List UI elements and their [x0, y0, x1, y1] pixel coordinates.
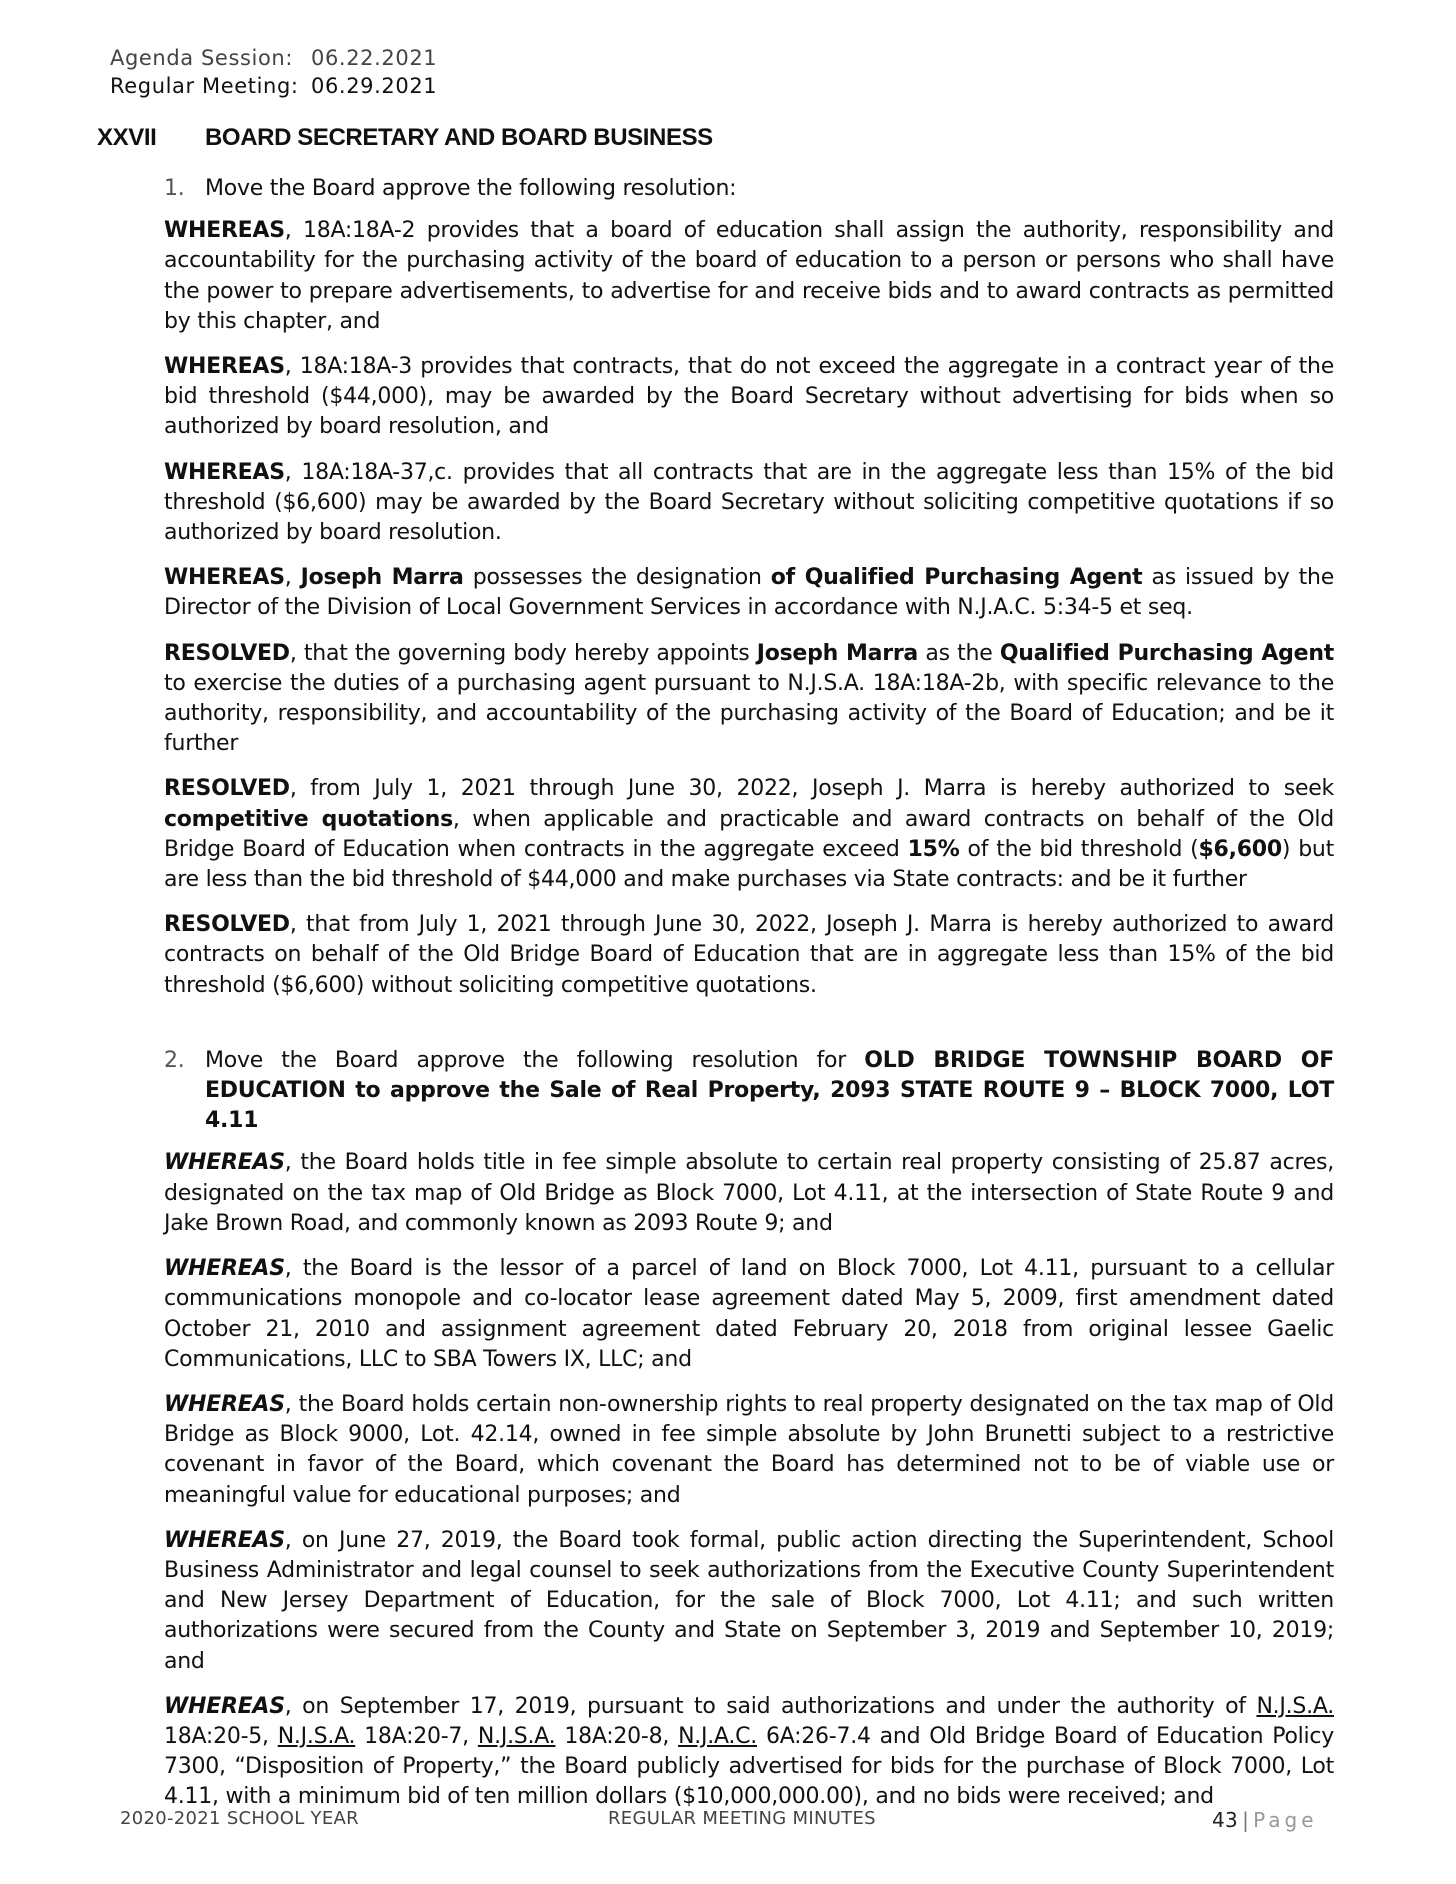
- code-citation: N.J.A.C.: [678, 1723, 758, 1749]
- paragraph-text: , the Board holds certain non-ownership rights to real property designated on the tax map of Old Bridge as Block 9000, Lot. 42.14, owned in fee simple absolute by John Brunetti subject to a restrictive covenant in favor of the Board, which covenant the Board has determined not to be of viable use or meaningful value for educational purposes; and: [164, 1391, 1334, 1508]
- regular-meeting-label: Regular Meeting:: [110, 74, 299, 98]
- agent-designation: Qualified Purchasing Agent: [999, 640, 1335, 666]
- item-2-whereas-5: [164, 1692, 1334, 1813]
- whereas-lead: WHEREAS: [164, 565, 285, 591]
- paragraph-text: 6A:26-7.4 and Old Bridge Board of Education Policy 7300, “Disposition of Property,” the Board publicly advertised for bids for the purchase of Block 7000, Lot 4.11, with a minimum bid of ten million dollars ($10,000,000.00), and no bids were received; and: [164, 1723, 1334, 1810]
- paragraph-text: , 18A:18A-37,c. provides that all contracts that are in the aggregate less than 15% of the bid threshold ($6,600) may be awarded by the Board Secretary without soliciting competitive quotations if so authorized by board resolution.: [164, 459, 1334, 546]
- regular-meeting-row: [110, 72, 437, 100]
- regular-meeting-date: 06.29.2021: [311, 74, 438, 98]
- footer-page-indicator: [1212, 1808, 1318, 1832]
- whereas-lead: WHEREAS: [164, 1256, 285, 1282]
- paragraph-text: , from July 1, 2021 through June 30, 2022, Joseph J. Marra is hereby authorized to seek: [289, 776, 1334, 802]
- bold-term: competitive quotations: [164, 806, 453, 832]
- whereas-lead: WHEREAS: [164, 1527, 285, 1553]
- resolved-lead: RESOLVED: [164, 776, 290, 802]
- section-title: BOARD SECRETARY AND BOARD BUSINESS: [205, 124, 713, 151]
- section-number: XXVII: [97, 124, 157, 151]
- item-1-whereas-1: [164, 216, 1334, 337]
- resolved-lead: RESOLVED: [164, 640, 290, 666]
- whereas-lead: WHEREAS: [164, 1150, 285, 1176]
- paragraph-text: ) but are less than the bid threshold of $44,000 and make purchases via State contracts: and be it further: [164, 836, 1334, 893]
- statute-citation: N.J.S.A.: [277, 1723, 356, 1749]
- whereas-lead: WHEREAS: [164, 1391, 285, 1417]
- paragraph-text: , 18A:18A-3 provides that contracts, that do not exceed the aggregate in a contract year of the bid threshold ($44,000), may be awarded by the Board Secretary without advertising for bids when so authorized by board resolution, and: [164, 354, 1334, 440]
- footer-document-title: REGULAR MEETING MINUTES: [608, 1808, 876, 1829]
- resolved-lead: RESOLVED: [164, 912, 290, 938]
- paragraph-text: , the Board holds title in fee simple absolute to certain real property consisting of 25.87 acres, designated on the tax map of Old Bridge as Block 7000, Lot 4.11, at the intersection of State Route 9 and Jake Brown Road, and commonly known as 2093 Route 9; and: [164, 1150, 1334, 1236]
- whereas-lead: WHEREAS: [164, 218, 285, 244]
- agent-name: Joseph Marra: [300, 565, 464, 591]
- page-separator: |: [1242, 1808, 1250, 1832]
- item-2-number: 2.: [164, 1047, 185, 1073]
- paragraph-text: possesses the designation: [463, 565, 771, 591]
- paragraph-text: 18A:20-8,: [555, 1723, 679, 1749]
- document-body: [164, 174, 1334, 1828]
- paragraph-text: , the Board is the lessor of a parcel of land on Block 7000, Lot 4.11, pursuant to a cellular communications monopole and co-locator lease agreement dated May 5, 2009, first amendment dated October 21, 2010 and assignment agreement dated February 20, 2018 from original lessee Gaelic Communications, LLC to SBA Towers IX, LLC; and: [164, 1256, 1334, 1372]
- item-1-whereas-3: [164, 458, 1334, 549]
- agent-name: Joseph Marra: [756, 640, 919, 666]
- agent-designation: of Qualified Purchasing Agent: [770, 565, 1143, 591]
- bold-term: 15%: [907, 836, 960, 862]
- statute-citation: N.J.S.A.: [1256, 1693, 1334, 1719]
- page-number: 43: [1212, 1808, 1239, 1832]
- paragraph-text: as issued by the Director of the Division of Local Government Services in accordance with N.J.A.C. 5:34-5 et seq.: [164, 565, 1334, 621]
- item-1-whereas-2: [164, 352, 1334, 443]
- item-2-whereas-4: [164, 1526, 1334, 1677]
- paragraph-text: 18A:20-7,: [355, 1723, 478, 1749]
- item-1-resolved-2: [164, 774, 1334, 895]
- paragraph-text: ,: [284, 565, 301, 591]
- agenda-session-label: Agenda Session:: [110, 46, 293, 70]
- whereas-lead: WHEREAS: [164, 459, 285, 485]
- paragraph-text: , 18A:18A-2 provides that a board of education shall assign the authority, responsibility and accountability for the purchasing activity of the board of education to a person or persons who shall have the power to prepare advertisements, to advertise for and receive bids and to award contracts as permitted by this chapter, and: [164, 218, 1334, 334]
- paragraph-text: , when applicable and practicable and award contracts on behalf of the Old Bridge Board of Education when contracts in the aggregate exceed: [164, 806, 1334, 862]
- item-1-number: 1.: [164, 176, 185, 201]
- item-1-heading: [164, 174, 1334, 204]
- paragraph-text: , on June 27, 2019, the Board took formal, public action directing the Superintendent, School Business Administrator and legal counsel to seek authorizations from the Executive County Superintendent and New Jersey Department of Education, for the sale of Block 7000, Lot 4.11; and such written authorizations were secured from the County and State on September 3, 2019 and September 10, 2019; and: [164, 1527, 1334, 1674]
- bold-term: $6,600: [1198, 836, 1282, 862]
- statute-citation: N.J.S.A.: [477, 1723, 556, 1749]
- paragraph-text: to exercise the duties of a purchasing agent pursuant to N.J.S.A. 18A:18A-2b, with specific relevance to the authority, responsibility, and accountability of the purchasing activity of the Board of Education; and be it further: [164, 670, 1334, 757]
- item-2-whereas-3: [164, 1390, 1334, 1511]
- paragraph-text: as the: [918, 640, 1000, 666]
- agenda-session-date: 06.22.2021: [311, 46, 438, 70]
- item-2-intro: [205, 1046, 1334, 1137]
- item-2-whereas-2: [164, 1254, 1334, 1375]
- item-2-intro-bold: OLD BRIDGE TOWNSHIP BOARD OF EDUCATION to approve the Sale of Real Property, 2093 STATE ROUTE 9 – BLOCK 7000, LOT 4.11: [205, 1047, 1334, 1134]
- item-spacer: [164, 1016, 1334, 1046]
- whereas-lead: WHEREAS: [164, 354, 285, 380]
- page-label: Page: [1253, 1808, 1318, 1832]
- session-header: [110, 44, 437, 100]
- footer-school-year: 2020-2021 SCHOOL YEAR: [120, 1808, 359, 1829]
- item-2-heading: [164, 1046, 1334, 1137]
- item-1-intro: Move the Board approve the following resolution:: [205, 176, 737, 201]
- whereas-lead: WHEREAS: [164, 1693, 285, 1719]
- paragraph-text: 18A:20-5,: [164, 1723, 278, 1749]
- section-heading: [97, 124, 713, 152]
- paragraph-text: , that the governing body hereby appoints: [289, 640, 757, 666]
- item-1-whereas-4: [164, 563, 1334, 623]
- item-1-resolved-1: [164, 639, 1334, 760]
- item-2-whereas-1: [164, 1148, 1334, 1239]
- paragraph-text: of the bid threshold (: [959, 836, 1199, 862]
- paragraph-text: , that from July 1, 2021 through June 30, 2022, Joseph J. Marra is hereby authorized to award contracts on behalf of the Old Bridge Board of Education that are in aggregate less than 15% of the bid threshold ($6,600) without soliciting competitive quotations.: [164, 912, 1334, 998]
- item-1-resolved-3: [164, 910, 1334, 1001]
- agenda-session-row: [110, 44, 437, 72]
- paragraph-text: , on September 17, 2019, pursuant to said authorizations and under the authority of: [284, 1693, 1257, 1719]
- item-2-intro-text: Move the Board approve the following resolution for: [205, 1047, 865, 1073]
